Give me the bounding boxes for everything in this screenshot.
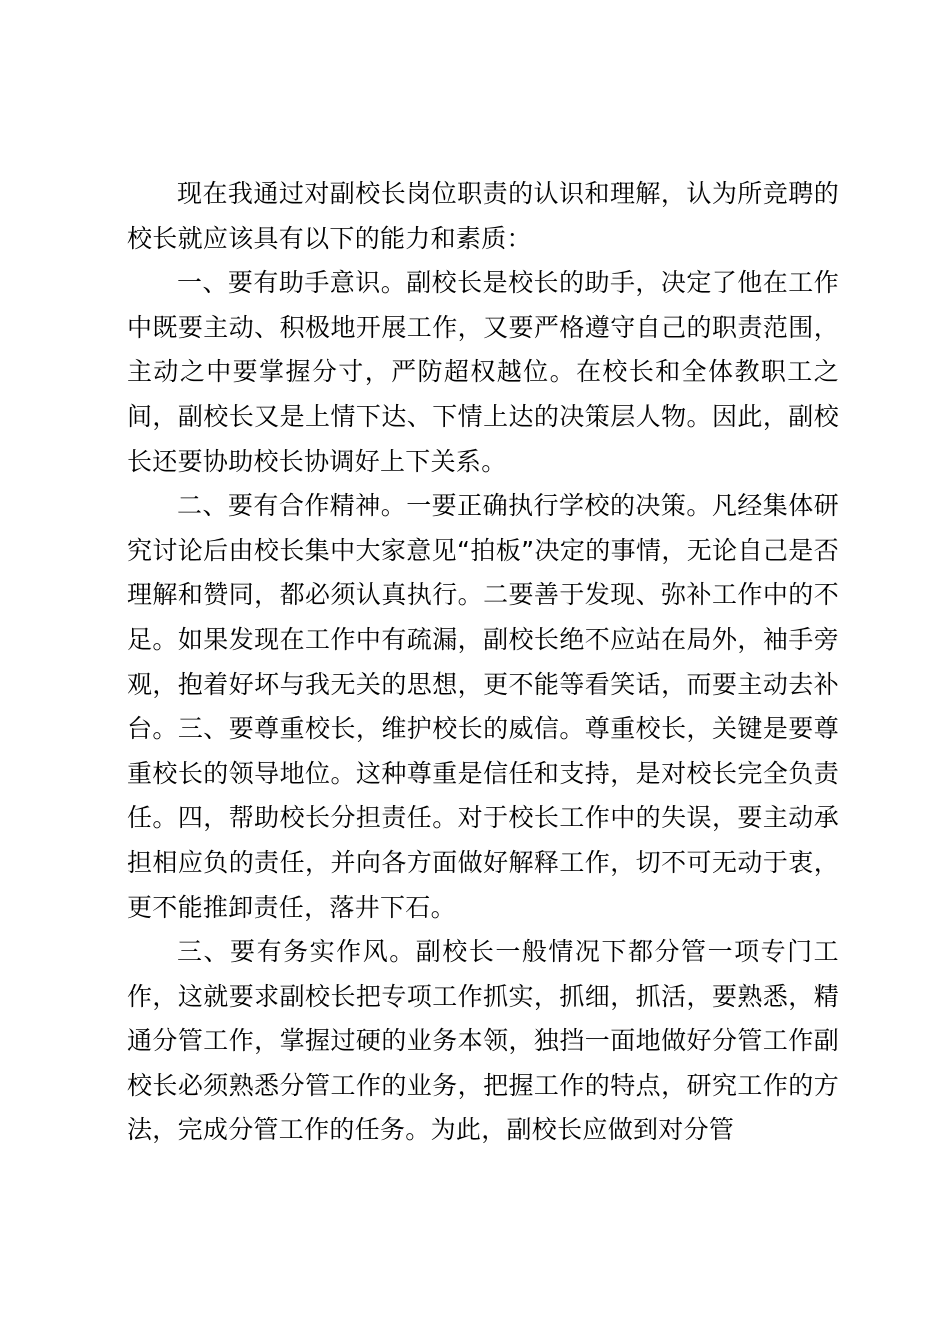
document-body	[127, 172, 839, 1153]
paragraph-cooperation-spirit: 二、要有合作精神。一要正确执行学校的决策。凡经集体研究讨论后由校长集中大家意见“拍板”决定的事情，无论自己是否理解和赞同，都必须认真执行。二要善于发现、弥补工作中的不足。如果发现在工作中有疏漏，副校长绝不应站在局外，袖手旁观，抱着好坏与我无关的思想，更不能等看笑话，而要主动去补台。三、要尊重校长，维护校长的威信。尊重校长，关键是要尊重校长的领导地位。这种尊重是信任和支持，是对校长完全负责任。四，帮助校长分担责任。对于校长工作中的失误，要主动承担相应负的责任，并向各方面做好解释工作，切不可无动于衷，更不能推卸责任，落井下石。	[127, 491, 839, 922]
paragraph-practical-style: 三、要有务实作风。副校长一般情况下都分管一项专门工作，这就要求副校长把专项工作抓实，抓细，抓活，要熟悉，精通分管工作，掌握过硬的业务本领，独挡一面地做好分管工作副校长必须熟悉分管工作的业务，把握工作的特点，研究工作的方法，完成分管工作的任务。为此，副校长应做到对分管	[127, 937, 839, 1145]
paragraph-intro: 现在我通过对副校长岗位职责的认识和理解，认为所竞聘的校长就应该具有以下的能力和素质：	[127, 179, 839, 253]
paragraph-assistant-awareness: 一、要有助手意识。副校长是校长的助手，决定了他在工作中既要主动、积极地开展工作，又要严格遵守自己的职责范围，主动之中要掌握分寸，严防超权越位。在校长和全体教职工之间，副校长又是上情下达、下情上达的决策层人物。因此，副校长还要协助校长协调好上下关系。	[127, 268, 839, 476]
